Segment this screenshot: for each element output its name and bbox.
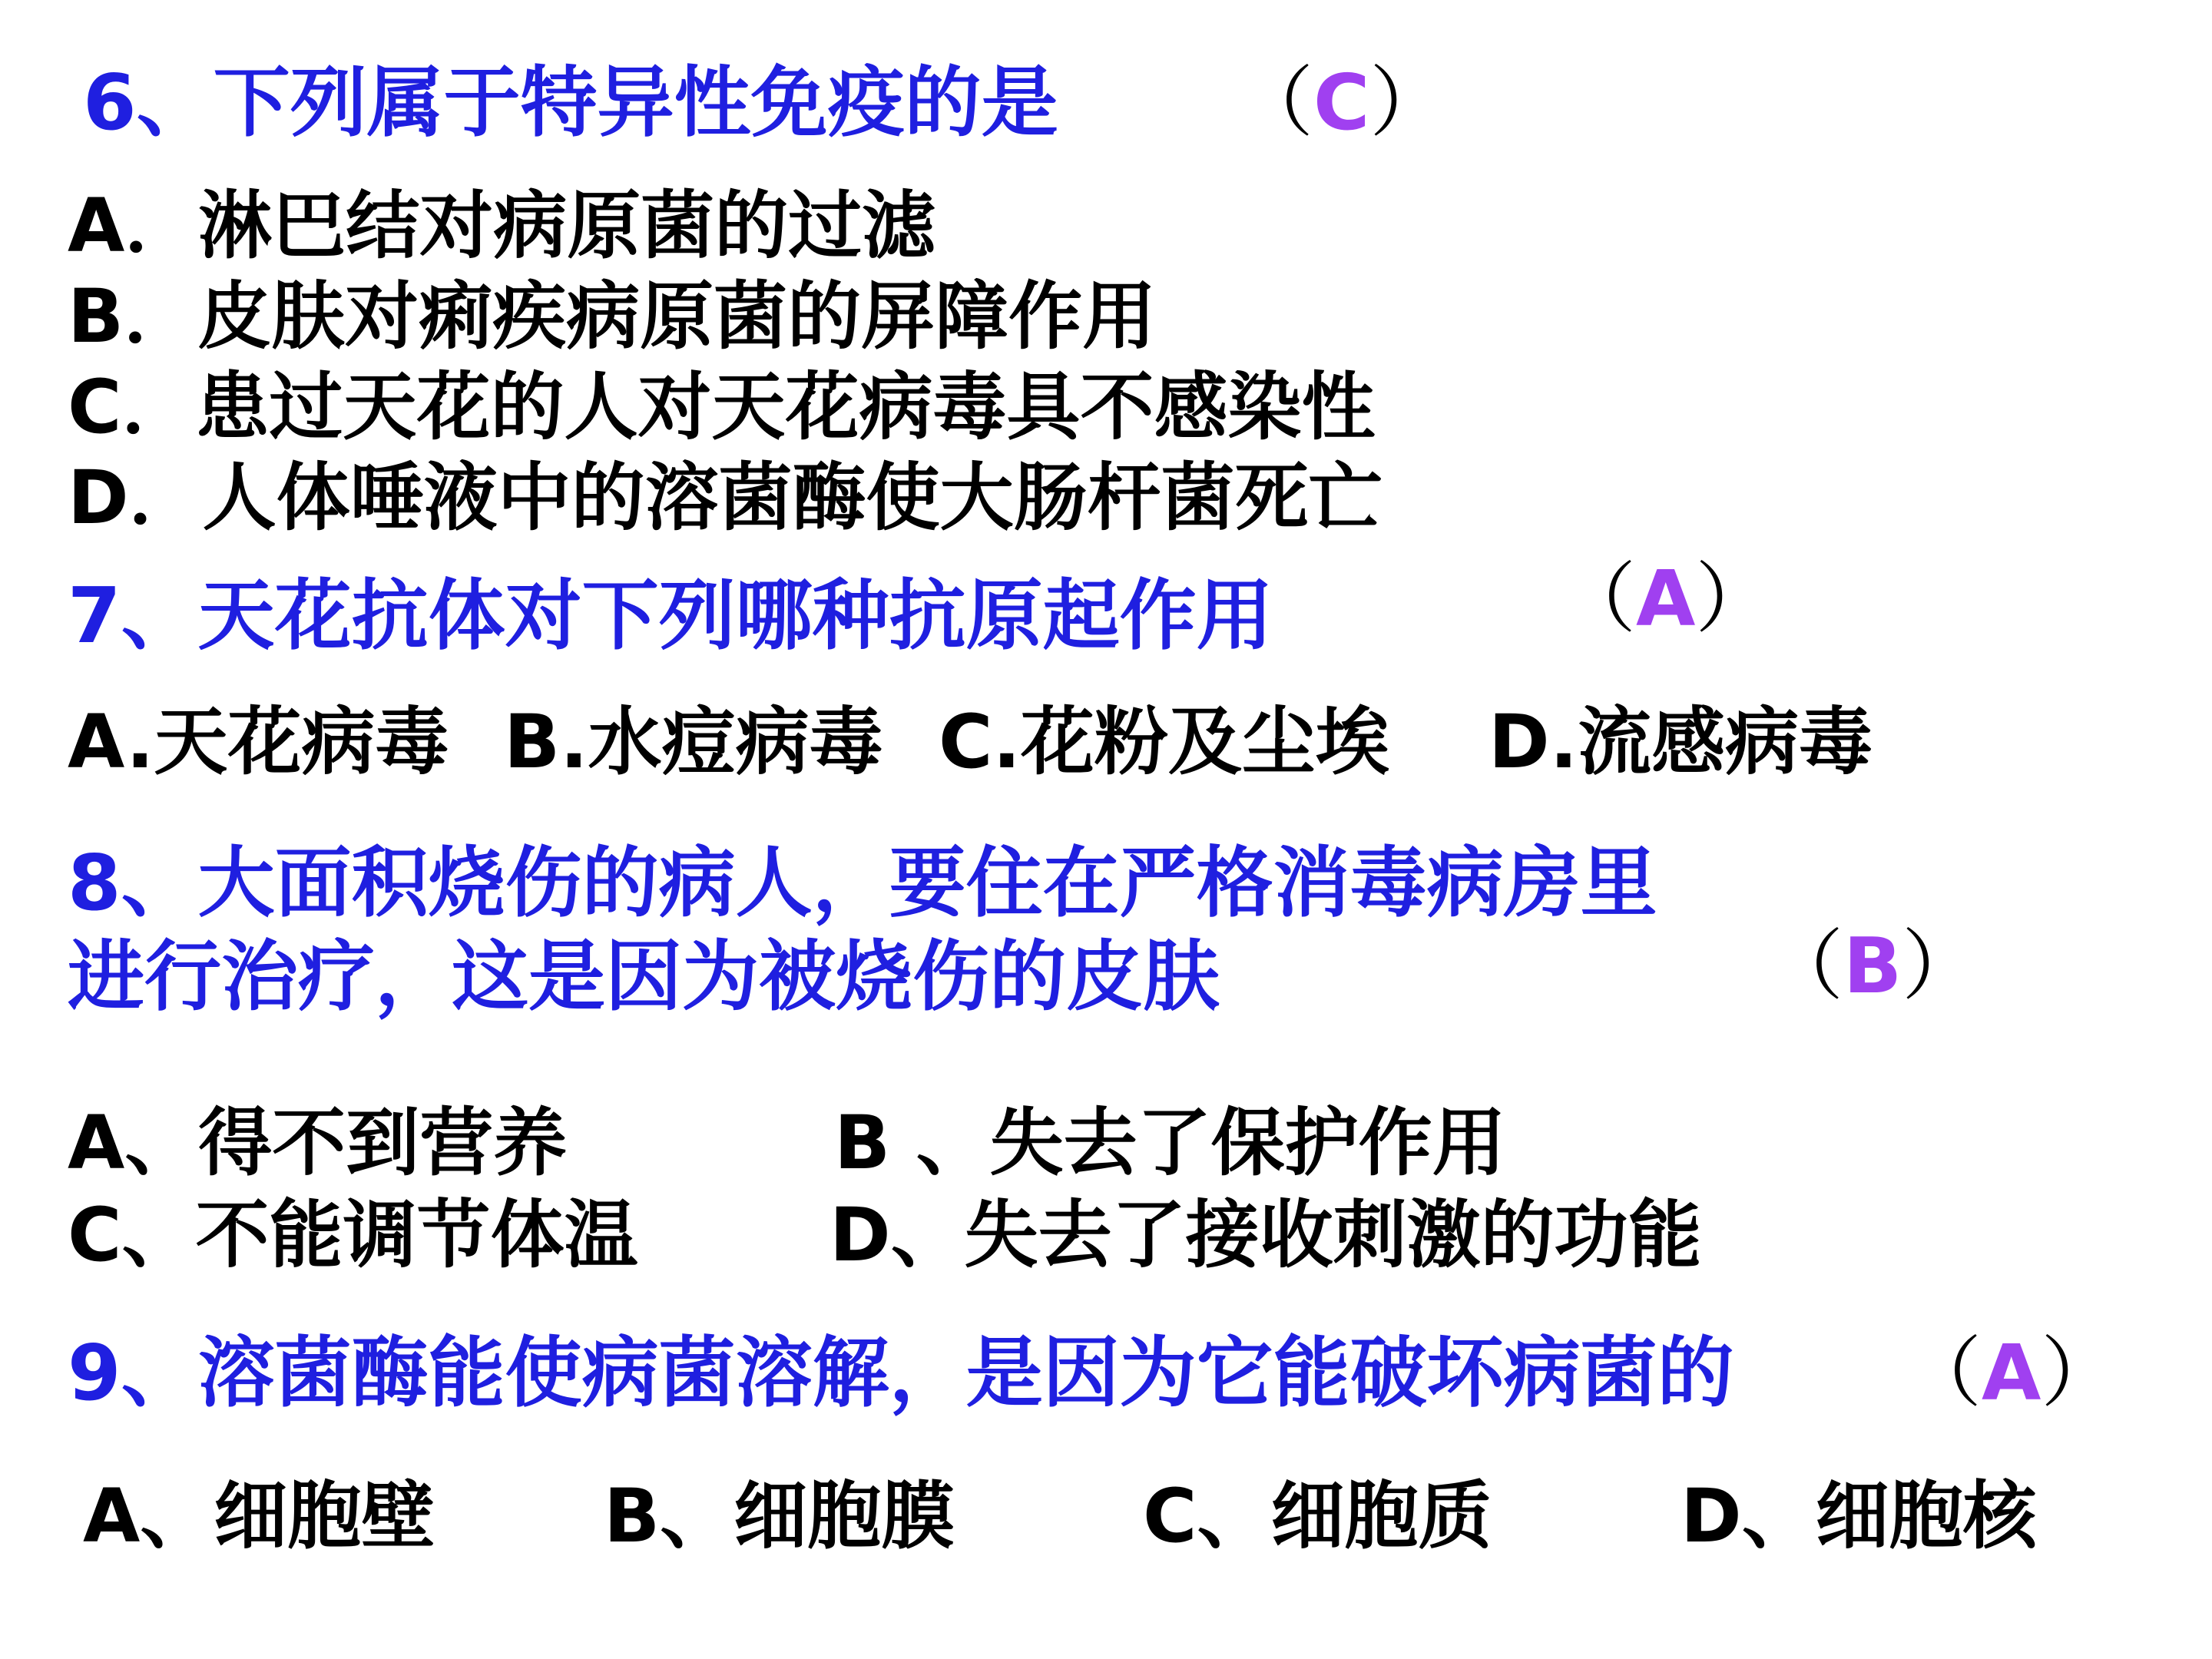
q6-stem: 6、下列属于特异性免疫的是	[83, 58, 1058, 147]
q9-option-d: D、细胞核	[1681, 1473, 2037, 1559]
q9-answer-open: （	[1905, 1328, 1982, 1418]
q9-option-a: A、细胞壁	[83, 1473, 435, 1559]
q7-answer-open: （	[1559, 554, 1636, 644]
q8-option-b: B 、失去了保护作用	[834, 1100, 1506, 1186]
q9-answer	[1905, 1328, 2118, 1418]
q7-option-d: D.流感病毒	[1488, 699, 1873, 785]
q7-option-c: C.花粉及尘埃	[939, 699, 1389, 785]
q8-answer	[1767, 921, 1979, 1011]
q8-option-c: C、不能调节体温	[68, 1192, 638, 1278]
q8-option-d: D、失去了接收刺激的功能	[830, 1192, 1702, 1278]
q8-stem-line1: 8、大面积烧伤的病人，要住在严格消毒病房里	[68, 838, 1657, 928]
q7-option-b: B.水痘病毒	[504, 699, 883, 785]
q6-option-d: D．人体唾液中的溶菌酶使大肠杆菌死亡	[68, 455, 1382, 541]
q6-option-a: A．淋巴结对病原菌的过滤	[68, 183, 936, 269]
q8-option-a: A、得不到营养	[68, 1100, 568, 1186]
q8-answer-letter: B	[1843, 921, 1902, 1011]
q8-answer-close: ）	[1902, 921, 1979, 1011]
q7-option-a: A.天花病毒	[68, 699, 449, 785]
q9-answer-letter: A	[1982, 1328, 2041, 1418]
q7-answer-close: ）	[1695, 554, 1773, 644]
q6-answer	[1237, 58, 1447, 147]
q6-option-c: C．患过天花的人对天花病毒具不感染性	[68, 364, 1376, 450]
q6-answer-letter: C	[1313, 58, 1370, 147]
q9-stem: 9、溶菌酶能使病菌溶解，是因为它能破坏病菌的	[68, 1328, 1734, 1418]
q7-answer-letter: A	[1636, 554, 1696, 644]
q9-answer-close: ）	[2041, 1328, 2118, 1418]
q6-option-b: B．皮肤对痢疾病原菌的屏障作用	[68, 273, 1157, 359]
q6-answer-close: ）	[1369, 58, 1447, 147]
q6-answer-open: （	[1237, 58, 1313, 147]
q7-stem: 7、天花抗体对下列哪种抗原起作用	[68, 571, 1273, 661]
q8-stem-line2: 进行治疗，这是因为被烧伤的皮肤	[68, 932, 1220, 1022]
q9-option-c: C、细胞质	[1143, 1473, 1492, 1559]
q7-answer	[1559, 554, 1773, 644]
q9-option-b: B、细胞膜	[604, 1473, 955, 1559]
q8-answer-open: （	[1767, 921, 1843, 1011]
